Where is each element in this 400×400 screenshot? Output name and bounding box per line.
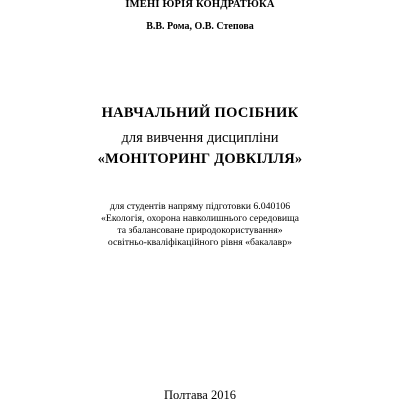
discipline-intro: для вивчення дисципліни	[121, 130, 279, 146]
audience-line: та збалансоване природокористування»	[117, 225, 283, 236]
authors: В.В. Рома, О.В. Степова	[146, 21, 254, 32]
audience-line: для студентів напряму підготовки 6.040106	[109, 201, 291, 212]
audience-line: освітньо-кваліфікаційного рівня «бакалавр»	[107, 237, 293, 248]
discipline-name: «МОНІТОРИНГ ДОВКІЛЛЯ»	[97, 151, 303, 167]
city-year: Полтава 2016	[164, 388, 236, 400]
document-type: НАВЧАЛЬНИЙ ПОСІБНИК	[101, 105, 299, 121]
audience-line: «Екологія, охорона навколишнього середовища	[101, 213, 299, 224]
audience-block	[0, 201, 400, 249]
institution-name: ІМЕНІ ЮРІЯ КОНДРАТЮКА	[125, 0, 275, 10]
